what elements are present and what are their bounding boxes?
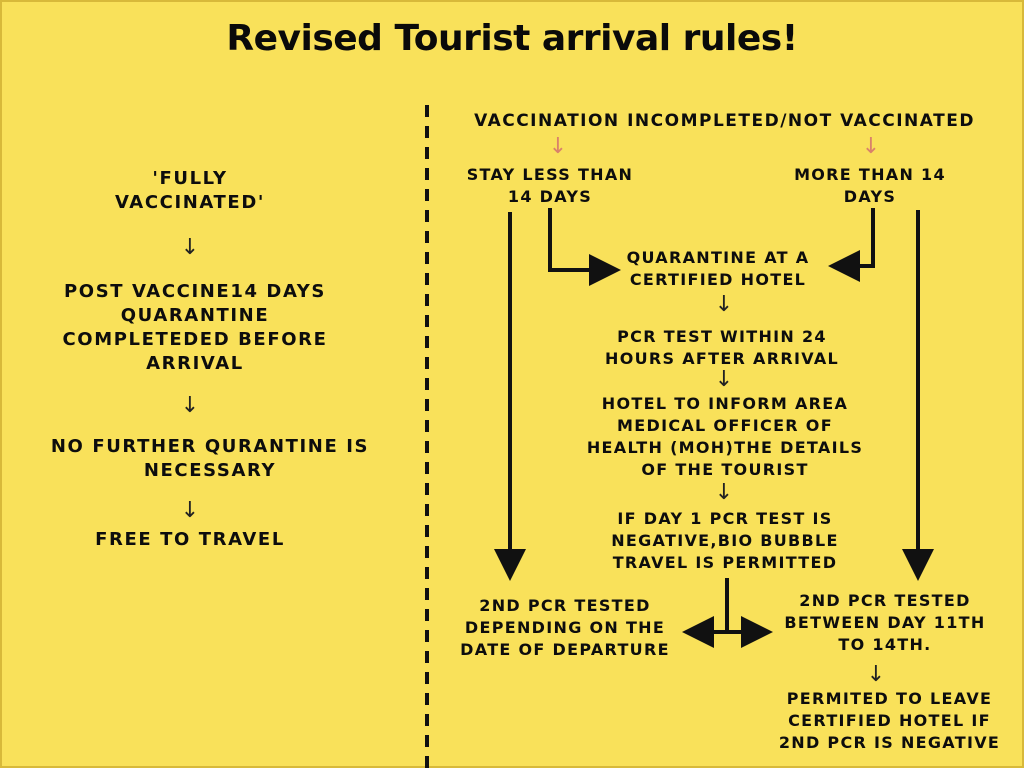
pcr2-depending-on-departure: 2ND PCR TESTED DEPENDING ON THE DATE OF DEPARTURE	[460, 596, 670, 659]
more-than-14-days: MORE THAN 14 DAYS	[794, 165, 946, 206]
stay-less-than-14-days: STAY LESS THAN 14 DAYS	[466, 165, 634, 206]
down-arrow-icon: ↓	[180, 498, 200, 523]
hotel-inform-moh-text: HOTEL TO INFORM AREA MEDICAL OFFICER OF HEALTH (MOH)THE DETAILS OF THE TOURIST	[586, 394, 864, 479]
down-arrow-icon: ↓	[714, 292, 734, 317]
pcr-test-within-24-hours: PCR TEST WITHIN 24 HOURS AFTER ARRIVAL	[605, 327, 839, 368]
fully-vaccinated-label: 'FULLY VACCINATED'	[115, 168, 265, 213]
not-vaccinated-header: VACCINATION INCOMPLETED/NOT VACCINATED	[474, 111, 975, 131]
quarantine-certified-hotel: QUARANTINE AT A CERTIFIED HOTEL	[626, 248, 810, 289]
permitted-to-leave-hotel-text: PERMITED TO LEAVE CERTIFIED HOTEL IF 2ND PCR IS NEGATIVE	[778, 689, 1001, 752]
pcr2-between-day-11-14: 2ND PCR TESTED BETWEEN DAY 11TH TO 14TH.	[784, 591, 986, 654]
down-arrow-icon: ↓	[861, 134, 881, 159]
poster-title: Revised Tourist arrival rules!	[226, 18, 798, 59]
down-arrow-icon: ↓	[714, 367, 734, 392]
down-arrow-icon: ↓	[180, 235, 200, 260]
down-arrow-icon: ↓	[714, 480, 734, 505]
arrow-long-stay-to-quarantine	[844, 208, 873, 266]
arrow-short-stay-to-quarantine	[550, 208, 605, 270]
down-arrow-icon: ↓	[180, 393, 200, 418]
post-vaccine-quarantine-text: POST VACCINE14 DAYS QUARANTINE COMPLETEDED BEFORE ARRIVAL	[62, 281, 328, 374]
down-arrow-icon: ↓	[548, 134, 568, 159]
bio-bubble-travel-text: IF DAY 1 PCR TEST IS NEGATIVE,BIO BUBBLE TRAVEL IS PERMITTED	[611, 509, 839, 572]
no-further-quarantine-text: NO FURTHER QURANTINE IS NECESSARY	[50, 436, 370, 481]
down-arrow-icon: ↓	[866, 662, 886, 687]
free-to-travel-text: FREE TO TRAVEL	[95, 529, 285, 550]
